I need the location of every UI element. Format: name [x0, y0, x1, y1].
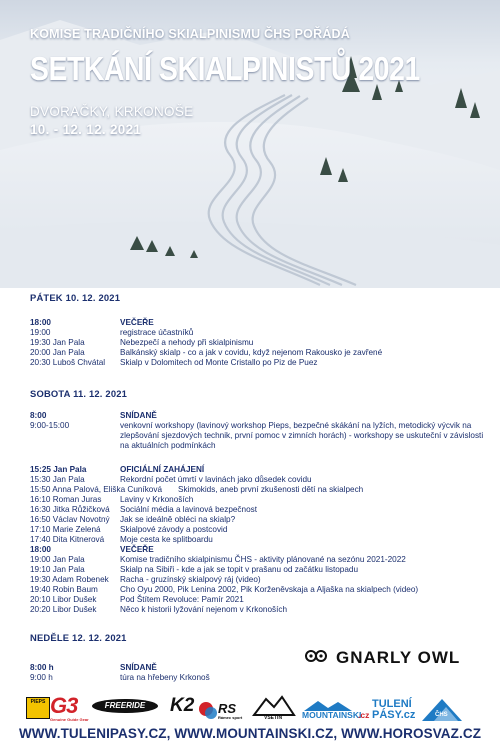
row-time: 16:50 Václav Novotný: [30, 515, 110, 524]
row-time: 19:00 Jan Pala: [30, 555, 85, 564]
day-heading-friday: PÁTEK 10. 12. 2021: [30, 292, 121, 303]
vsetin-logo: [252, 693, 296, 723]
g3-tagline: Genuine Guide Gear: [50, 717, 89, 722]
row-time: 15:30 Jan Pala: [30, 475, 85, 484]
schedule-row: [30, 411, 490, 421]
schedule-row: [30, 338, 490, 348]
schedule-row: [30, 525, 490, 535]
row-description: SNÍDANĚ: [120, 411, 157, 420]
row-description: Sociální média a lavinová bezpečnost: [120, 505, 257, 514]
snow-landscape: [0, 0, 500, 288]
row-description: Nebezpečí a nehody při skialpinismu: [120, 338, 254, 347]
rs-logo-text: RS: [218, 701, 237, 716]
day-heading-sunday: NEDĚLE 12. 12. 2021: [30, 632, 127, 643]
vsetin-mountain-icon: [252, 693, 296, 717]
row-description: Pod Štítem Revoluce: Pamír 2021: [120, 595, 244, 604]
website-links[interactable]: WWW.TULENIPASY.CZ, WWW.MOUNTAINSKI.CZ, WWW.HOROSVAZ.CZ: [18, 726, 482, 741]
schedule-row: [30, 515, 490, 525]
row-time: 17:40 Dita Kitnerová: [30, 535, 105, 544]
schedule-row: [30, 318, 490, 328]
hero-photo: [0, 0, 500, 288]
row-description: Laviny v Krkonoších: [120, 495, 194, 504]
sponsor-logos: [0, 645, 500, 725]
row-description: venkovní workshopy (lavinový workshop Pieps, bezpečné skákání na lyžích, metodický výcvik na zlepšování sjezdových technik, první pomoc v zimních horách) - workshopy se uskuteční v závislosti na aktuálních podmínkách: [120, 421, 484, 450]
row-description: Skialp v Dolomitech od Monte Cristallo po Piz de Puez: [120, 358, 318, 367]
mountainski-logo-text: MOUNTAINSKI: [302, 710, 362, 720]
row-time: 8:00: [30, 411, 47, 420]
chs-mountain-icon: [420, 697, 464, 723]
freeride-logo-text: FREERIDE: [104, 701, 146, 710]
row-description: Skialpové závody a postcovid: [120, 525, 228, 534]
row-description: Moje cesta ke splitboardu: [120, 535, 213, 544]
row-time: 8:00 h: [30, 663, 54, 672]
row-time: 20:10 Libor Dušek: [30, 595, 97, 604]
schedule-row: [30, 575, 490, 585]
row-time: 20:20 Libor Dušek: [30, 605, 97, 614]
schedule-row: [30, 475, 490, 485]
pieps-logo: [26, 697, 50, 719]
schedule-row: [30, 328, 490, 338]
day-heading-saturday: SOBOTA 11. 12. 2021: [30, 388, 128, 399]
row-time: 15:25 Jan Pala: [30, 465, 87, 474]
row-description: Balkánský skialp - co a jak v covidu, když nejenom Rakousko je zavřené: [120, 348, 383, 357]
row-time: 9:00-15:00: [30, 421, 70, 430]
row-time: 9:00 h: [30, 673, 53, 682]
rs-tagline: Rámec sport: [218, 715, 243, 720]
k2-logo: K2: [170, 695, 195, 716]
schedule-row: [30, 495, 490, 505]
organizer-subhead: KOMISE TRADIČNÍHO SKIALPINISMU ČHS POŘÁDÁ: [30, 27, 351, 41]
event-dates: 10. - 12. 12. 2021: [30, 122, 142, 137]
owl-eyes-icon: [305, 648, 327, 664]
pieps-logo-text: PIEPS: [30, 699, 46, 705]
row-time: 16:10 Roman Juras: [30, 495, 102, 504]
row-description: Racha - gruzínský skialpový ráj (video): [120, 575, 261, 584]
mountainski-logo-suffix: .cz: [358, 710, 370, 720]
schedule-row: [30, 348, 490, 358]
row-time: 20:30 Luboš Chvátal: [30, 358, 106, 367]
row-time: 19:00: [30, 328, 51, 337]
schedule-row: [30, 595, 490, 605]
row-description: Komise tradičního skialpinismu ČHS - aktivity plánované na sezónu 2021-2022: [120, 555, 406, 564]
schedule-row: [30, 605, 490, 615]
schedule-row: [30, 485, 490, 495]
schedule-row: [30, 421, 490, 451]
mountainski-logo: [302, 699, 368, 723]
schedule-row: [30, 585, 490, 595]
tulenipasy-logo-line2: PÁSY.cz: [372, 709, 416, 721]
row-time: 18:00: [30, 545, 51, 554]
row-time: 19:30 Adam Robenek: [30, 575, 109, 584]
tulenipasy-logo-line1: TULENÍ: [372, 698, 412, 710]
row-description: VEČEŘE: [120, 545, 154, 554]
row-description: Cho Oyu 2000, Pik Lenina 2002, Pik Korženěvskaja a Aljaška na skialpech (video): [120, 585, 419, 594]
row-time: 15:50 Anna Palová, Eliška Cuníková: [30, 485, 162, 494]
row-time: 19:30 Jan Pala: [30, 338, 85, 347]
row-time: 20:00 Jan Pala: [30, 348, 85, 357]
row-time: 19:40 Robin Baum: [30, 585, 98, 594]
row-description: registrace účastníků: [120, 328, 194, 337]
row-description: SNÍDANĚ: [120, 663, 157, 672]
schedule-row: [30, 505, 490, 515]
schedule-row: [30, 565, 490, 575]
schedule-row: [30, 545, 490, 555]
schedule-row: [30, 465, 490, 475]
tulenipasy-logo: [372, 699, 415, 721]
gnarly-owl-logo: GNARLY OWL: [336, 648, 461, 667]
chs-logo: [420, 697, 464, 723]
schedule-row: [30, 535, 490, 545]
row-description: Skialp na Sibiři - kde a jak se topit v prašanu od začátku listopadu: [120, 565, 359, 574]
g3-logo: G3: [50, 693, 78, 718]
rs-logo: [198, 700, 246, 722]
row-description: VEČEŘE: [120, 318, 154, 327]
vsetin-logo-text: VSETÍN: [264, 715, 283, 721]
row-description: Rekordní počet úmrtí v lavinách jako důsedek covidu: [120, 475, 312, 484]
event-title: SETKÁNÍ SKIALPINISTŮ 2021: [30, 50, 420, 87]
event-location: DVORAČKY, KRKONOŠE: [30, 104, 194, 119]
schedule-row: [30, 358, 490, 368]
row-description: túra na hřebeny Krkonoš: [120, 673, 210, 682]
row-description: Skimokids, aneb první zkušenosti dětí na skialpech: [178, 485, 364, 494]
row-time: 19:10 Jan Pala: [30, 565, 85, 574]
row-time: 18:00: [30, 318, 51, 327]
row-description: Jak se ideálně obléci na skialp?: [120, 515, 236, 524]
schedule-row: [30, 555, 490, 565]
freeride-logo: [92, 699, 158, 713]
row-time: 17:10 Marie Zelená: [30, 525, 101, 534]
row-description: Něco k historii lyžování nejenom v Krkonoších: [120, 605, 288, 614]
chs-logo-text: ČHS: [435, 712, 448, 718]
row-description: OFICIÁLNÍ ZAHÁJENÍ: [120, 465, 205, 474]
row-time: 16:30 Jitka Růžičková: [30, 505, 110, 514]
